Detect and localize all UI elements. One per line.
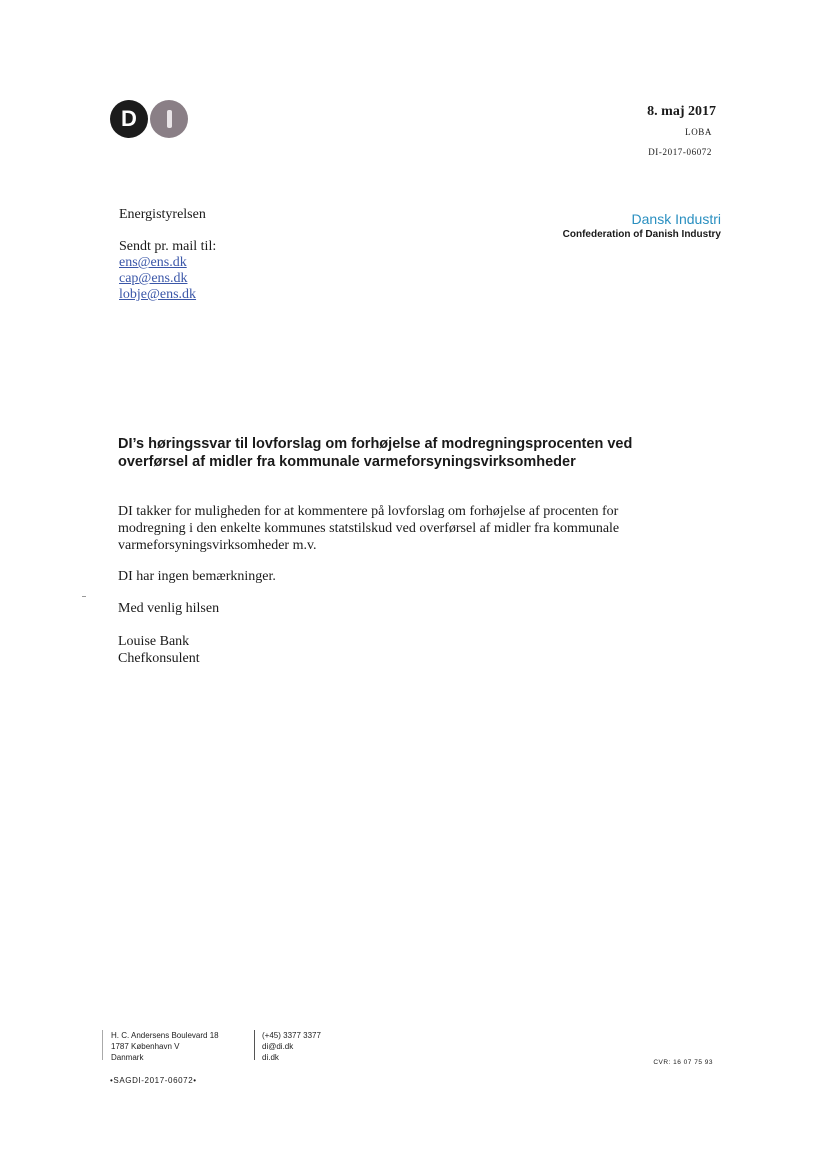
footer-address-line-3: Danmark [111, 1053, 144, 1062]
organization-name: Dansk Industri [631, 211, 721, 227]
email-link-ens[interactable]: ens@ens.dk [119, 255, 187, 270]
signature-title: Chefkonsulent [118, 651, 200, 666]
letter-subject: DI’s høringssvar til lovforslag om forhøjelse af modregningsprocenten ved overførsel af midler fra kommunale varmeforsyningsvirksomheder [118, 436, 633, 470]
footer-reference: •SAGDI-2017-06072• [110, 1076, 197, 1085]
footer-address [111, 1030, 219, 1063]
recipient-name: Energistyrelsen [119, 207, 206, 222]
footer-phone: (+45) 3377 3377 [262, 1031, 321, 1040]
footer-email[interactable]: di@di.dk [262, 1042, 294, 1051]
di-logo [110, 100, 190, 138]
body-paragraph-1: DI takker for muligheden for at kommentere på lovforslag om forhøjelse af procenten for modregning i den enkelte kommunes statstilskud ved overførsel af midler fra kommunale varmeforsyningsvirksomheder m.v. [118, 504, 620, 553]
footer-address-line-2: 1787 København V [111, 1042, 180, 1051]
footer-cvr: CVR: 16 07 75 93 [653, 1059, 713, 1066]
signature-name: Louise Bank [118, 634, 190, 649]
closing-greeting: Med venlig hilsen [118, 601, 220, 616]
email-link-lobje[interactable]: lobje@ens.dk [119, 287, 197, 302]
margin-mark [82, 596, 86, 597]
footer-left-divider [102, 1030, 103, 1060]
case-number: DI-2017-06072 [648, 147, 712, 157]
logo-d-circle: D [110, 100, 148, 138]
logo-i-bar [167, 110, 172, 128]
email-link-cap[interactable]: cap@ens.dk [119, 271, 188, 286]
footer-website[interactable]: di.dk [262, 1053, 279, 1062]
author-initials: LOBA [685, 127, 712, 137]
logo-i-circle [150, 100, 188, 138]
recipient-email-list [119, 255, 196, 303]
letter-date: 8. maj 2017 [647, 104, 716, 119]
body-paragraph-2: DI har ingen bemærkninger. [118, 569, 276, 584]
footer-contact [262, 1030, 321, 1063]
footer-divider [254, 1030, 255, 1060]
sent-by-mail-label: Sendt pr. mail til: [119, 239, 217, 254]
footer-address-line-1: H. C. Andersens Boulevard 18 [111, 1031, 219, 1040]
organization-subtitle: Confederation of Danish Industry [562, 229, 721, 240]
